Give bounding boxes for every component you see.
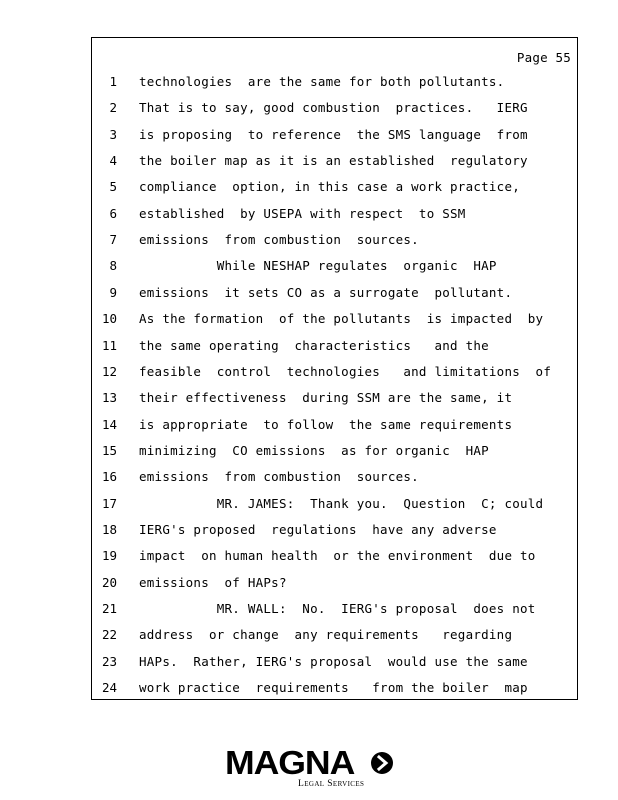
transcript-line — [92, 390, 577, 410]
line-text: is appropriate to follow the same requirements — [139, 416, 513, 432]
line-text: IERG's proposed regulations have any adverse — [139, 521, 497, 537]
transcript-line — [92, 680, 577, 700]
line-text: is proposing to reference the SMS language from — [139, 126, 528, 142]
line-text: As the formation of the pollutants is impacted by — [139, 311, 544, 327]
line-number: 23 — [101, 653, 117, 669]
line-number: 14 — [101, 416, 117, 432]
transcript-line — [92, 311, 577, 331]
line-number: 21 — [101, 601, 117, 616]
line-text: While NESHAP regulates organic HAP — [139, 258, 497, 274]
transcript-line — [92, 496, 577, 516]
transcript-line — [92, 338, 577, 358]
transcript-line — [92, 469, 577, 489]
transcript-line — [92, 654, 577, 674]
chevron-right-icon — [371, 752, 393, 774]
line-text: HAPs. Rather, IERG's proposal would use the same — [139, 653, 528, 669]
line-text: impact on human health or the environment due to — [139, 548, 536, 564]
transcript-line — [92, 127, 577, 147]
transcript-line — [92, 179, 577, 199]
line-number: 8 — [109, 258, 117, 274]
transcript-line — [92, 601, 577, 621]
transcript-line — [92, 100, 577, 120]
line-text: MR. JAMES: Thank you. Question C; could — [139, 495, 544, 511]
transcript-page — [91, 37, 578, 700]
line-text: That is to say, good combustion practices. IERG — [139, 100, 528, 116]
line-text: emissions it sets CO as a surrogate pollutant. — [139, 284, 513, 300]
line-number: 13 — [101, 390, 117, 406]
line-text: work practice requirements from the boiler map — [139, 680, 528, 696]
line-text: their effectiveness during SSM are the same, it — [139, 390, 513, 406]
line-number: 11 — [101, 337, 117, 353]
line-number: 19 — [101, 548, 117, 564]
logo-wordmark: MAGNA — [225, 744, 355, 781]
line-number: 10 — [101, 311, 117, 327]
line-number: 4 — [109, 153, 117, 169]
line-number: 6 — [109, 205, 117, 221]
transcript-line — [92, 206, 577, 226]
line-text: emissions from combustion sources. — [139, 232, 419, 248]
line-text: MR. WALL: No. IERG's proposal does not — [139, 601, 536, 616]
line-text: address or change any requirements regarding — [139, 627, 513, 643]
transcript-line — [92, 575, 577, 595]
transcript-line — [92, 153, 577, 173]
transcript-line — [92, 417, 577, 437]
line-text: minimizing CO emissions as for organic HAP — [139, 442, 489, 458]
logo-subtitle: Legal Services — [298, 779, 365, 789]
line-number: 18 — [101, 521, 117, 537]
line-number: 9 — [109, 284, 117, 300]
line-number: 2 — [109, 100, 117, 116]
line-text: emissions of HAPs? — [139, 574, 287, 590]
line-number: 16 — [101, 469, 117, 485]
page-number: Page 55 — [516, 50, 571, 65]
transcript-line — [92, 443, 577, 463]
transcript-line — [92, 258, 577, 278]
line-number: 5 — [109, 179, 117, 195]
magna-logo — [222, 745, 397, 793]
line-text: emissions from combustion sources. — [139, 469, 419, 485]
line-text: the boiler map as it is an established regulatory — [139, 153, 528, 169]
line-number: 24 — [101, 680, 117, 696]
line-number: 12 — [101, 363, 117, 379]
line-number: 20 — [101, 574, 117, 590]
transcript-line — [92, 364, 577, 384]
transcript-line — [92, 522, 577, 542]
line-number: 1 — [109, 74, 117, 89]
transcript-line — [92, 627, 577, 647]
line-number: 22 — [101, 627, 117, 643]
line-text: established by USEPA with respect to SSM — [139, 205, 466, 221]
line-text: technologies are the same for both pollutants. — [139, 74, 505, 89]
line-text: feasible control technologies and limitations of — [139, 363, 552, 379]
line-number: 3 — [109, 126, 117, 142]
line-number: 17 — [101, 495, 117, 511]
line-number: 15 — [101, 442, 117, 458]
transcript-line — [92, 548, 577, 568]
line-text: the same operating characteristics and the — [139, 337, 489, 353]
transcript-line — [92, 74, 577, 94]
transcript-line — [92, 285, 577, 305]
line-number: 7 — [109, 232, 117, 248]
transcript-line — [92, 232, 577, 252]
line-text: compliance option, in this case a work practice, — [139, 179, 521, 195]
